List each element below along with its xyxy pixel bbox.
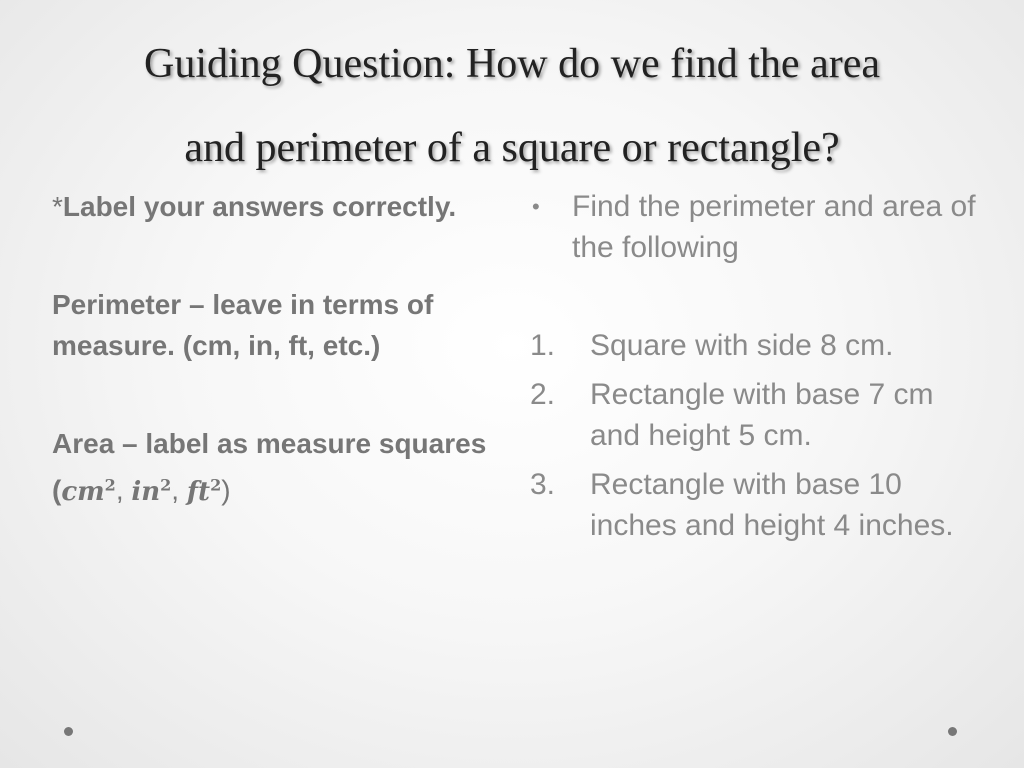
problem-text: Rectangle with base 10 inches and height 4 inches. xyxy=(590,468,954,542)
area-instruction-text: Area – label as measure squares ( xyxy=(52,428,487,506)
slide-title xyxy=(40,22,984,190)
instructions-column xyxy=(52,186,492,570)
left-corner-dot xyxy=(64,727,73,736)
unit-separator: , xyxy=(171,474,187,506)
problem-number: 2. xyxy=(530,378,556,411)
title-line-2: and perimeter of a square or rectangle? xyxy=(184,125,840,171)
label-instruction-text: Label your answers correctly. xyxy=(62,191,457,222)
close-paren: ) xyxy=(221,474,231,506)
asterisk: * xyxy=(52,191,63,222)
problem-text: Rectangle with base 7 cm and height 5 cm. xyxy=(590,378,934,452)
area-instruction xyxy=(52,423,492,513)
unit-in-squared: $in^2$ xyxy=(131,475,172,507)
unit-separator: , xyxy=(115,474,132,506)
bullet-text: Find the perimeter and area of the following xyxy=(572,190,976,264)
problems-column xyxy=(530,186,980,554)
title-line-1: Guiding Question: How do we find the area xyxy=(143,41,880,87)
problem-list xyxy=(530,325,980,546)
problem-text: Square with side 8 cm. xyxy=(590,329,894,362)
problem-number: 3. xyxy=(530,468,556,501)
label-instruction xyxy=(52,186,492,227)
problem-number: 1. xyxy=(530,329,556,362)
problem-item xyxy=(530,464,980,546)
unit-ft-squared: $ft^2$ xyxy=(186,475,222,507)
perimeter-instruction xyxy=(52,284,492,366)
problem-item xyxy=(530,374,980,456)
problem-item xyxy=(530,325,980,366)
bullet-item xyxy=(530,186,980,268)
perimeter-instruction-text: Perimeter – leave in terms of measure. (cm, in, ft, etc.) xyxy=(52,289,434,361)
bullet-icon: • xyxy=(532,194,540,219)
right-corner-dot xyxy=(948,727,957,736)
unit-cm-squared: $cm^2$ xyxy=(61,475,116,507)
